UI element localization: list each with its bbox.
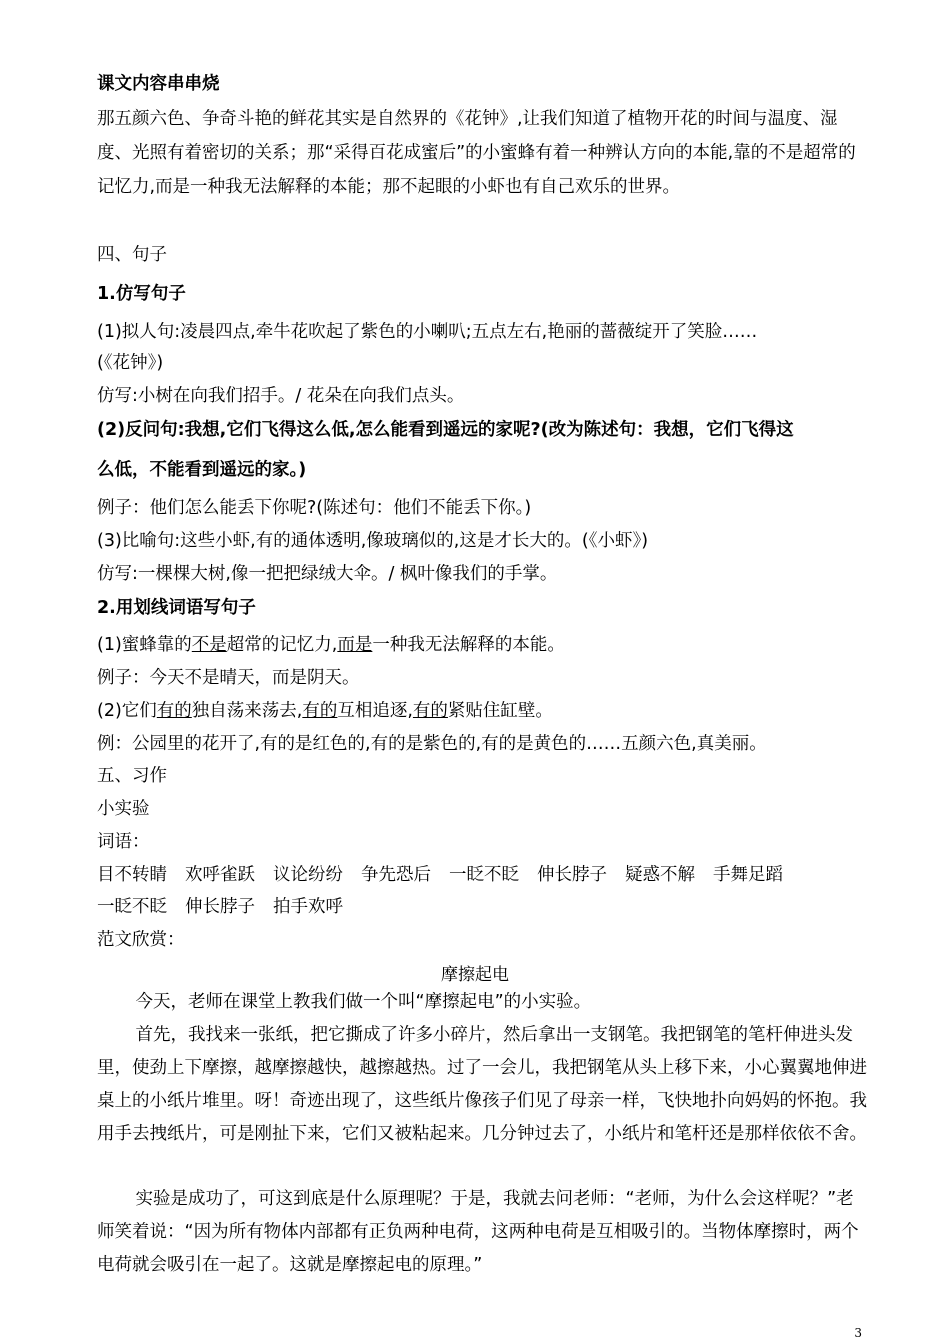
essay-paragraph-1: 今天，老师在课堂上教我们做一个叫“摩擦起电”的小实验。 <box>135 992 592 1012</box>
metaphor-imitation: 仿写:一棵棵大树,像一把把绿绒大伞。/ 枫叶像我们的手掌。 <box>97 564 558 584</box>
section-heading-sentences: 四、句子 <box>97 245 167 265</box>
underline-sentence-1: (1)蜜蜂靠的不是超常的记忆力,而是一种我无法解释的本能。 <box>97 635 565 655</box>
underline-sentence-2: (2)它们有的独自荡来荡去,有的互相追逐,有的紧贴住缸壁。 <box>97 701 553 721</box>
metaphor-item: (3)比喻句:这些小虾,有的通体透明,像玻璃似的,这是才长大的。(《小虾》) <box>97 531 649 551</box>
essay-title: 摩擦起电 <box>441 965 509 985</box>
writing-topic: 小实验 <box>97 799 150 819</box>
vocab-row-1: 目不转睛 欢呼雀跃 议论纷纷 争先恐后 一眨不眨 伸长脖子 疑惑不解 手舞足蹈 <box>97 865 783 885</box>
personification-item: (1)拟人句:凌晨四点,牵牛花吹起了紫色的小喇叭;五点左右,艳丽的蔷薇绽开了笑脸…… <box>97 322 758 342</box>
section-heading-writing: 五、习作 <box>97 766 167 786</box>
rhetorical-item-line1: (2)反问句:我想,它们飞得这么低,怎么能看到遥远的家呢?(改为陈述句：我想，它们飞得这 <box>97 420 794 440</box>
essay-paragraph-2: 首先，我找来一张纸，把它撕成了许多小碎片，然后拿出一支钢笔。我把钢笔的笔杆伸进头发里，使劲上下摩擦，越摩擦越快，越擦越热。过了一会儿，我把钢笔从头上移下来，小心翼翼地伸进桌上的小纸片堆里。呀！奇迹出现了，这些纸片像孩子们见了母亲一样，飞快地扑向妈妈的怀抱。我用手去拽纸片，可是刚扯下来，它们又被粘起来。几分钟过去了，小纸片和笔杆还是那样依依不舍。 <box>97 1025 867 1144</box>
personification-imitation: 仿写:小树在向我们招手。/ 花朵在向我们点头。 <box>97 386 465 406</box>
vocab-label: 词语： <box>97 832 150 852</box>
subheading-imitate: 1.仿写句子 <box>97 284 186 304</box>
subheading-underlined: 2.用划线词语写句子 <box>97 598 256 618</box>
vocab-row-2: 一眨不眨 伸长脖子 拍手欢呼 <box>97 897 343 917</box>
page-number: 3 <box>854 1326 862 1340</box>
personification-source: (《花钟》) <box>97 353 164 373</box>
rhetorical-item-line2: 么低，不能看到遥远的家。) <box>97 460 307 480</box>
underline-example-1: 例子：今天不是晴天，而是阴天。 <box>97 668 360 688</box>
section-heading-summary: 课文内容串串烧 <box>97 74 220 94</box>
sample-label: 范文欣赏： <box>97 930 185 950</box>
underline-example-2: 例：公园里的花开了,有的是红色的,有的是紫色的,有的是黄色的……五颜六色,真美丽。 <box>97 734 767 754</box>
essay-paragraph-3: 实验是成功了，可这到底是什么原理呢？于是，我就去问老师：“老师，为什么会这样呢？”老师笑着说：“因为所有物体内部都有正负两种电荷，这两种电荷是互相吸引的。当物体摩擦时，两个电荷就会吸引在一起了。这就是摩擦起电的原理。” <box>97 1189 859 1275</box>
rhetorical-example: 例子：他们怎么能丢下你呢?(陈述句：他们不能丢下你。) <box>97 498 532 518</box>
summary-paragraph: 那五颜六色、争奇斗艳的鲜花其实是自然界的《花钟》,让我们知道了植物开花的时间与温度、湿度、光照有着密切的关系；那“采得百花成蜜后”的小蜜蜂有着一种辨认方向的本能,靠的不是超常的记忆力,而是一种我无法解释的本能；那不起眼的小虾也有自己欢乐的世界。 <box>97 109 856 197</box>
